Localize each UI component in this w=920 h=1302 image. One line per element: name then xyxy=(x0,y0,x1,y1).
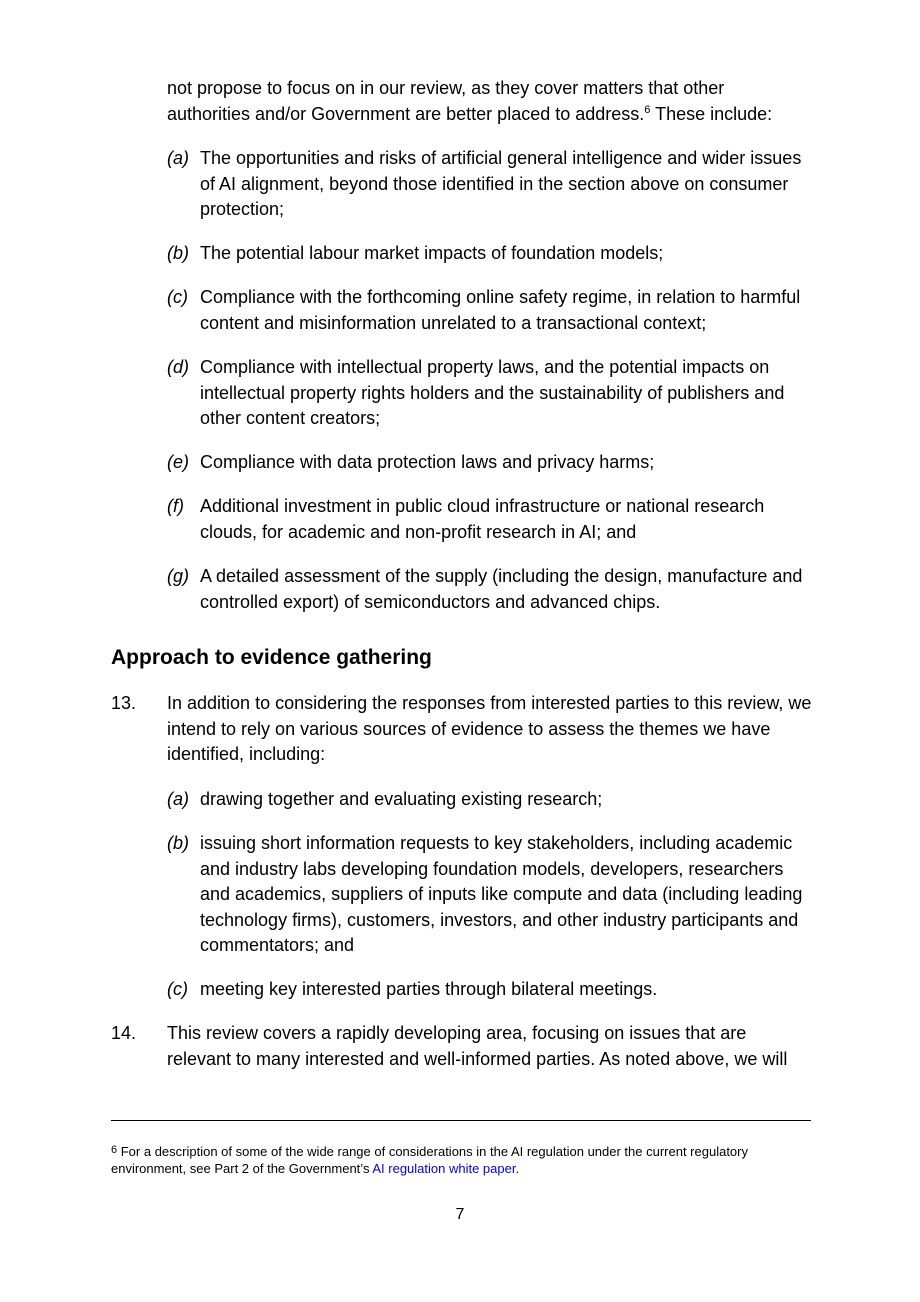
list-item-label: (a) xyxy=(167,789,189,809)
list-item-label: (a) xyxy=(167,148,189,168)
paragraph-text: In addition to considering the responses from interested parties to this review, we intend to rely on various sources of evidence to assess the themes we have identified, including: xyxy=(167,693,812,765)
list-item-label: (f) xyxy=(167,496,184,516)
page-number: 7 xyxy=(455,1206,465,1223)
paragraph-number: 13. xyxy=(111,693,137,713)
list-item-text: A detailed assessment of the supply (including the design, manufacture and controlled export) of semiconductors and advanced chips. xyxy=(200,566,803,612)
list-item-label: (c) xyxy=(167,287,188,307)
list-item-text: Compliance with the forthcoming online safety regime, in relation to harmful content and misinformation unrelated to a transactional context; xyxy=(200,287,801,333)
list-item-text: The opportunities and risks of artificial general intelligence and wider issues of AI alignment, beyond those identified in the section above on consumer protection; xyxy=(200,148,802,220)
list-item-label: (g) xyxy=(167,566,189,586)
list-item-text: drawing together and evaluating existing research; xyxy=(200,789,603,809)
list-item-text: The potential labour market impacts of foundation models; xyxy=(200,243,664,263)
list-item-label: (c) xyxy=(167,979,188,999)
section-heading: Approach to evidence gathering xyxy=(111,646,432,669)
list-item-label: (e) xyxy=(167,452,189,472)
list-item-text: Compliance with data protection laws and privacy harms; xyxy=(200,452,655,472)
list-item-text: issuing short information requests to key stakeholders, including academic and industry labs developing foundation models, developers, researchers and academics, suppliers of inputs like compute and data (including leading technology firms), customers, investors, and other industry participants and commentators; and xyxy=(200,833,803,956)
list-item-label: (d) xyxy=(167,357,189,377)
list-item-label: (b) xyxy=(167,243,189,263)
footnote-end: . xyxy=(515,1161,520,1176)
list-item-text: Compliance with intellectual property laws, and the potential impacts on intellectual property rights holders and the sustainability of publishers and other content creators; xyxy=(200,357,785,429)
list-item-text: Additional investment in public cloud infrastructure or national research clouds, for academic and non-profit research in AI; and xyxy=(200,496,765,542)
footnote-marker: 6 xyxy=(111,1144,118,1156)
footnote-divider xyxy=(111,1120,811,1121)
list-item-text: meeting key interested parties through bilateral meetings. xyxy=(200,979,658,999)
intro-text: not propose to focus on in our review, as they cover matters that other authorities and/or Government are better placed to address. xyxy=(167,78,725,124)
footnote-reference[interactable]: 6 xyxy=(644,103,651,116)
footnote-text: For a description of some of the wide range of considerations in the AI regulation under the current regulatory environment, see Part 2 of the Government’s xyxy=(111,1144,748,1176)
paragraph-text: This review covers a rapidly developing area, focusing on issues that are relevant to many interested and well-informed parties. As noted above, we will xyxy=(167,1023,788,1069)
ai-regulation-white-paper-link[interactable]: AI regulation white paper xyxy=(372,1161,516,1176)
intro-paragraph xyxy=(167,76,807,127)
footnote xyxy=(111,1143,811,1177)
list-item-label: (b) xyxy=(167,833,189,853)
intro-tail: These include: xyxy=(650,103,773,124)
paragraph-number: 14. xyxy=(111,1023,137,1043)
